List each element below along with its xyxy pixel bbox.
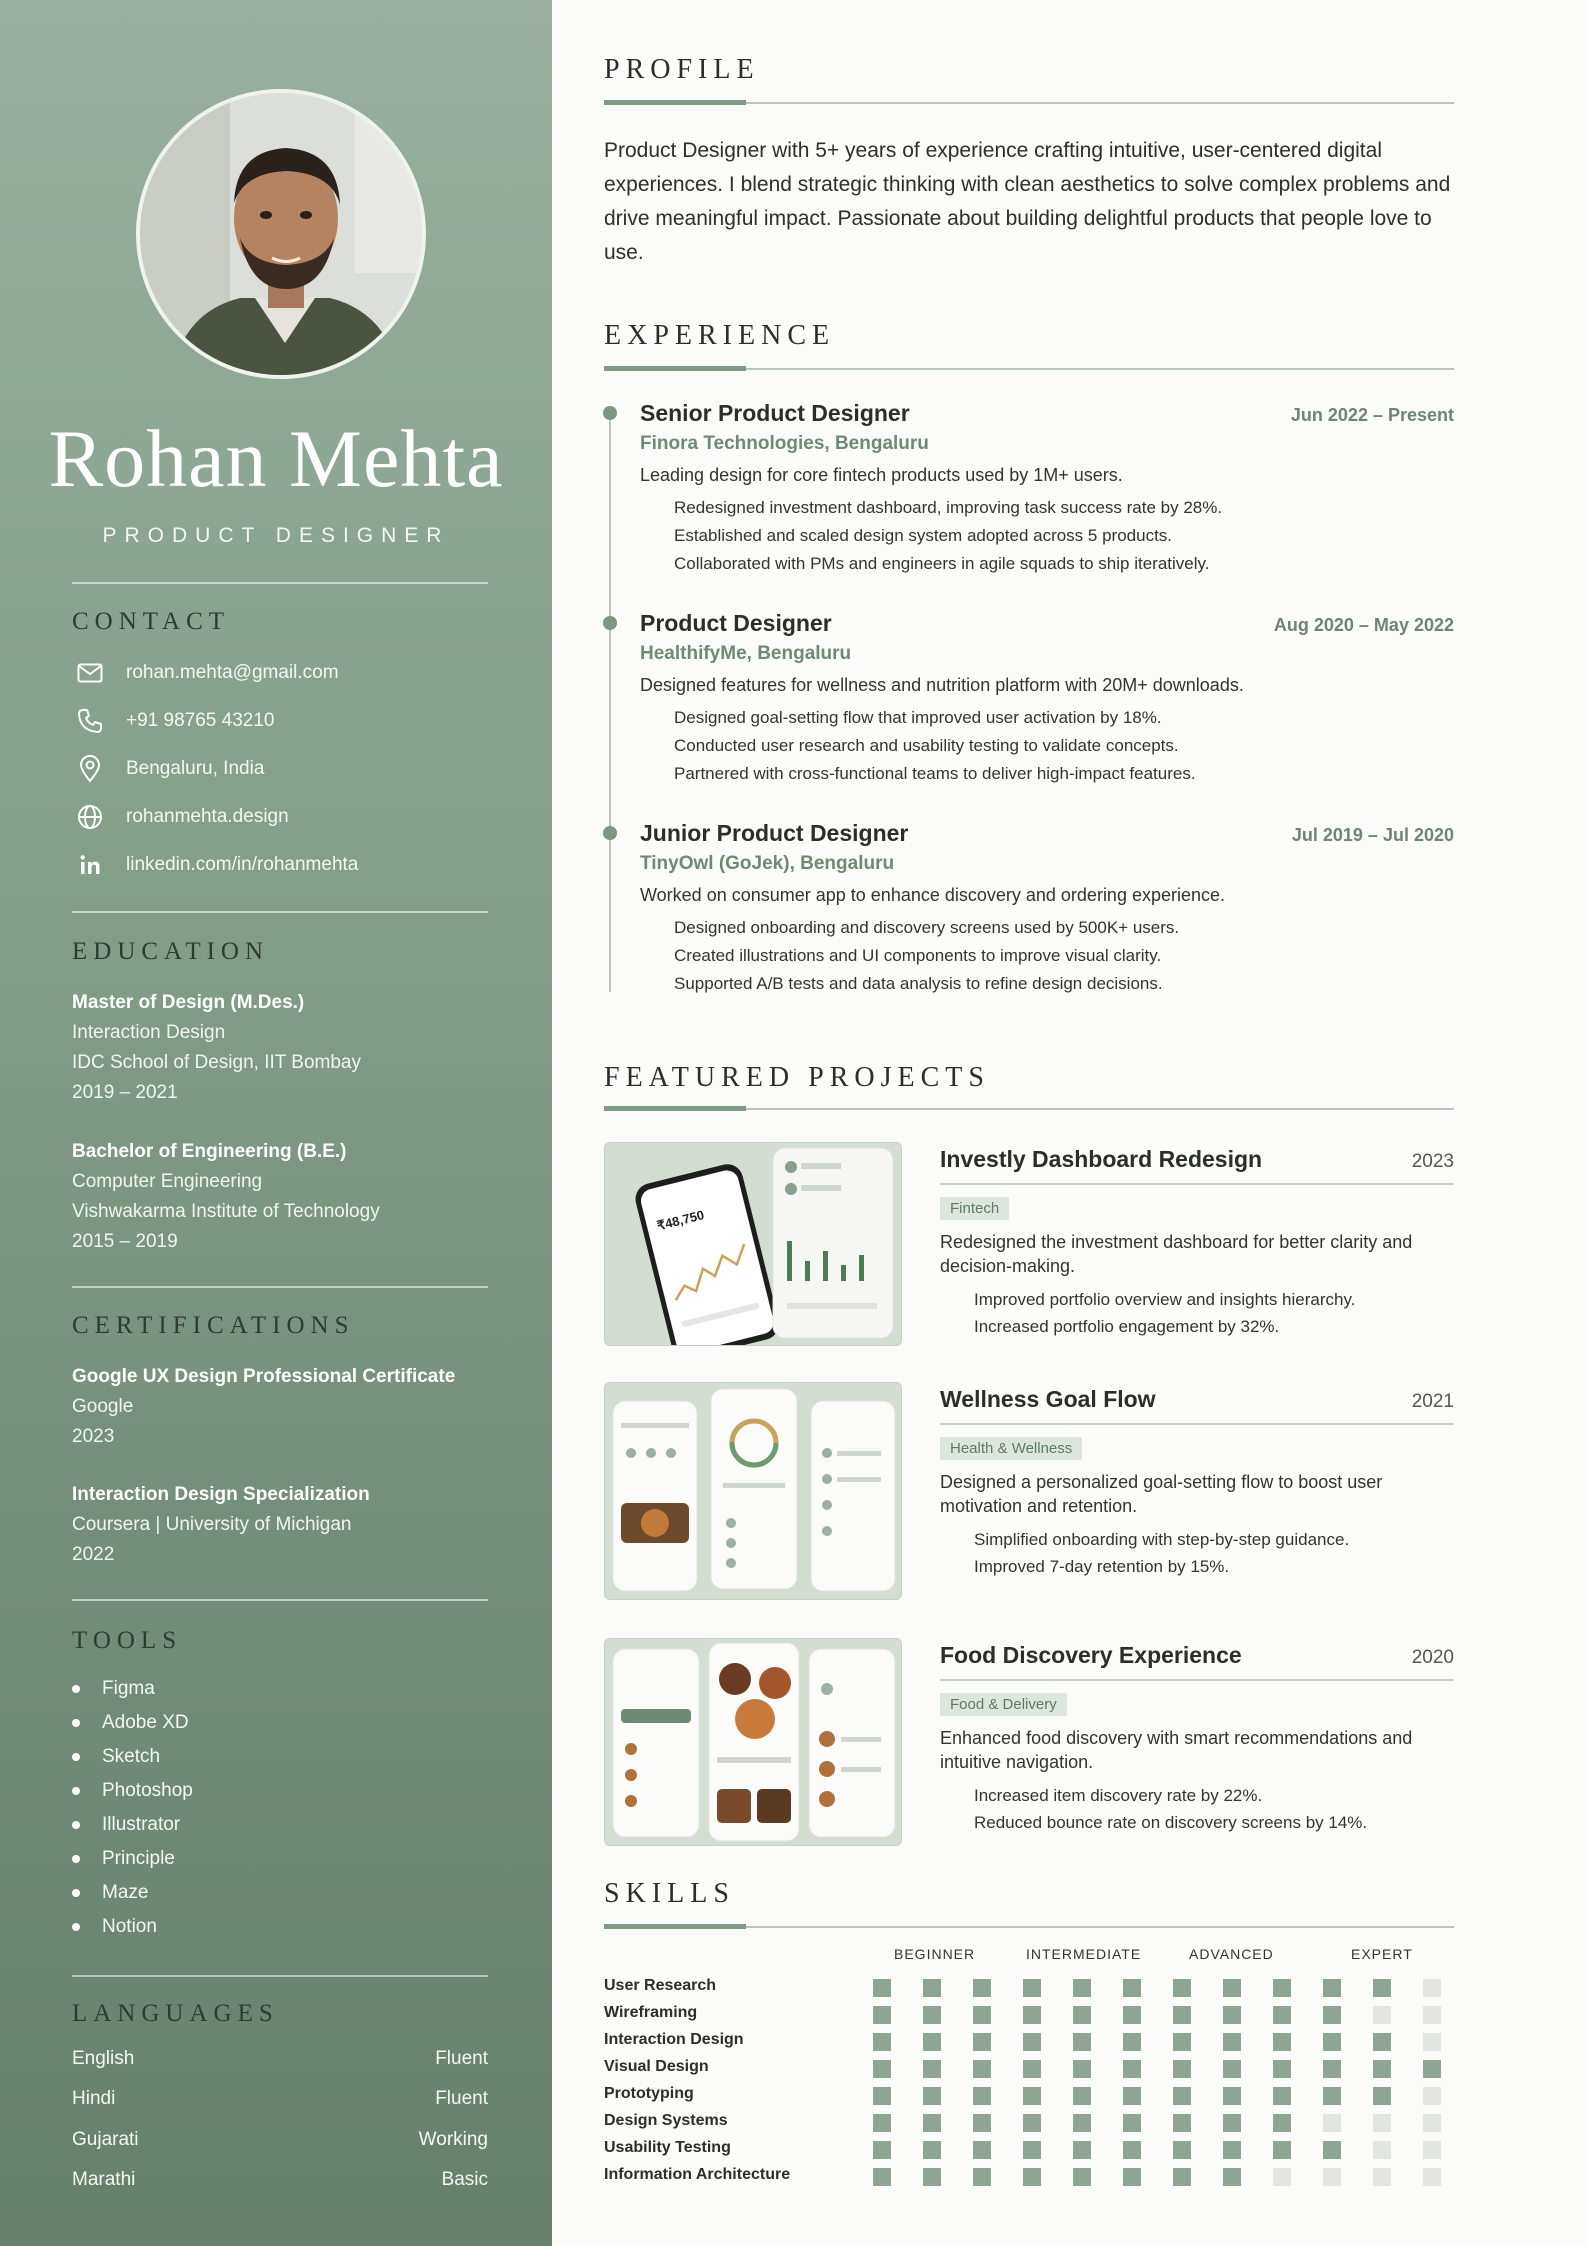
skill-name: User Research (604, 1977, 717, 1994)
divider (72, 1286, 488, 1288)
divider (72, 1599, 488, 1601)
skill-square-filled (973, 1979, 991, 1997)
skill-square-empty (1373, 2168, 1391, 2186)
section-rule (604, 1926, 1454, 1928)
tool-item: Figma (72, 1672, 193, 1706)
skill-square-filled (1023, 1979, 1041, 1997)
skill-square-filled (1423, 2060, 1441, 2078)
skill-square-filled (1323, 2033, 1341, 2051)
job-dates: Jul 2019 – Jul 2020 (1291, 825, 1454, 845)
skill-square-filled (1023, 2087, 1041, 2105)
skill-square-filled (873, 2168, 891, 2186)
location-pin-icon (72, 751, 108, 787)
skill-square-filled (1273, 2060, 1291, 2078)
project-entry (940, 1386, 1454, 1580)
job-company: TinyOwl (GoJek), Bengaluru (640, 853, 895, 874)
phone-icon (72, 703, 108, 739)
project-description: Enhanced food discovery with smart recommendations and intuitive navigation. (940, 1728, 1413, 1772)
skill-square-filled (1273, 2087, 1291, 2105)
contact-heading: CONTACT (72, 608, 231, 635)
skill-level-expert: EXPERT (1351, 1946, 1413, 1962)
list-item: Simplified onboarding with step-by-step guidance. (974, 1530, 1350, 1549)
cert-year: 2023 (72, 1426, 115, 1447)
job-entry (640, 400, 1454, 578)
skill-square-filled (1123, 2114, 1141, 2132)
project-bullets (940, 1526, 1454, 1580)
tool-item: Adobe XD (72, 1706, 193, 1740)
skill-name: Usability Testing (604, 2139, 731, 2156)
skill-square-filled (923, 2006, 941, 2024)
skill-square-filled (973, 2114, 991, 2132)
bullet-icon (72, 1855, 80, 1863)
skill-square-filled (1073, 2114, 1091, 2132)
skill-square-filled (1123, 2168, 1141, 2186)
skill-square-filled (1273, 2033, 1291, 2051)
skill-square-empty (1423, 2168, 1441, 2186)
skill-square-filled (1223, 2141, 1241, 2159)
skill-square-filled (1073, 2033, 1091, 2051)
language-level: Fluent (435, 2048, 488, 2069)
skill-level-beginner: BEGINNER (894, 1946, 976, 1962)
list-item: Designed onboarding and discovery screens used by 500K+ users. (674, 918, 1180, 937)
skill-square-filled (1173, 1979, 1191, 1997)
project-year: 2023 (1411, 1151, 1454, 1172)
job-bullets (640, 704, 1454, 788)
skill-square-filled (1173, 2168, 1191, 2186)
cert-year: 2022 (72, 1544, 115, 1565)
languages-heading: LANGUAGES (72, 2000, 279, 2027)
skill-square-filled (923, 2060, 941, 2078)
education-item (72, 988, 492, 1108)
job-entry (640, 820, 1454, 998)
skill-square-filled (1323, 2141, 1341, 2159)
cert-issuer: Google (72, 1396, 134, 1417)
sidebar (0, 0, 552, 2246)
skill-square-filled (873, 2087, 891, 2105)
skill-square-filled (1223, 2168, 1241, 2186)
certification-item (72, 1362, 492, 1452)
degree: Master of Design (M.Des.) (72, 992, 305, 1013)
project-thumbnail (604, 1382, 902, 1600)
list-item: Increased portfolio engagement by 32%. (974, 1317, 1280, 1336)
globe-icon (72, 799, 108, 835)
list-item: Designed goal-setting flow that improved user activation by 18%. (674, 708, 1162, 727)
degree: Bachelor of Engineering (B.E.) (72, 1141, 347, 1162)
skill-level-intermediate: INTERMEDIATE (1026, 1946, 1142, 1962)
cert-issuer: Coursera | University of Michigan (72, 1514, 352, 1535)
list-item: Collaborated with PMs and engineers in agile squads to ship iteratively. (674, 554, 1210, 573)
job-dates: Aug 2020 – May 2022 (1273, 615, 1454, 635)
job-description: Designed features for wellness and nutrition platform with 20M+ downloads. (640, 675, 1244, 695)
project-tag: Health & Wellness (940, 1437, 1082, 1460)
projects-heading: FEATURED PROJECTS (604, 1062, 990, 1093)
skill-square-empty (1423, 2006, 1441, 2024)
section-rule (604, 1108, 1454, 1110)
tools-list (72, 1672, 193, 1944)
list-item: Improved 7-day retention by 15%. (974, 1557, 1230, 1576)
bullet-icon (72, 1753, 80, 1761)
bullet-icon (72, 1719, 80, 1727)
contact-phone[interactable] (72, 703, 274, 739)
skill-square-filled (1023, 2114, 1041, 2132)
school: IDC School of Design, IIT Bombay (72, 1052, 361, 1073)
project-thumbnail (604, 1638, 902, 1846)
skill-square-filled (973, 2141, 991, 2159)
skill-square-filled (1373, 2060, 1391, 2078)
education-heading: EDUCATION (72, 938, 270, 965)
cert-name: Interaction Design Specialization (72, 1484, 370, 1505)
skill-square-empty (1373, 2006, 1391, 2024)
contact-linkedin[interactable] (72, 847, 358, 883)
skill-square-filled (1023, 2033, 1041, 2051)
language-row (72, 2129, 488, 2151)
bullet-icon (72, 1821, 80, 1829)
language-row (72, 2169, 488, 2191)
skill-square-filled (1073, 2060, 1091, 2078)
skill-square-filled (1073, 2006, 1091, 2024)
skill-square-filled (1223, 2114, 1241, 2132)
project-entry (940, 1146, 1454, 1340)
skill-square-empty (1423, 2114, 1441, 2132)
project-year: 2020 (1411, 1647, 1454, 1668)
skill-square-filled (923, 2168, 941, 2186)
skill-square-filled (1073, 2087, 1091, 2105)
skill-square-filled (1173, 2087, 1191, 2105)
job-title: Product Designer (640, 610, 832, 636)
skill-square-filled (1373, 2033, 1391, 2051)
skill-square-filled (923, 2114, 941, 2132)
tool-item: Illustrator (72, 1808, 193, 1842)
project-bullets (940, 1286, 1454, 1340)
skill-square-empty (1423, 2141, 1441, 2159)
job-bullets (640, 494, 1454, 578)
location-text: Bengaluru, India (126, 758, 265, 779)
section-rule (604, 368, 1454, 370)
skill-name: Interaction Design (604, 2031, 744, 2048)
skill-square-filled (873, 2141, 891, 2159)
skill-square-filled (1123, 1979, 1141, 1997)
divider (72, 1975, 488, 1977)
skill-square-filled (1123, 2087, 1141, 2105)
section-rule (604, 102, 1454, 104)
job-entry (640, 610, 1454, 788)
tool-item: Notion (72, 1910, 193, 1944)
skill-square-filled (873, 2033, 891, 2051)
skill-square-filled (923, 2141, 941, 2159)
skill-square-filled (1273, 2114, 1291, 2132)
mock-value: ₹48,750 (655, 1207, 706, 1234)
skill-name: Information Architecture (604, 2166, 791, 2183)
skill-square-filled (973, 2033, 991, 2051)
profile-heading: PROFILE (604, 54, 760, 85)
skill-square-filled (873, 1979, 891, 1997)
skill-square-filled (1323, 2087, 1341, 2105)
skill-square-filled (1023, 2141, 1041, 2159)
candidate-name: Rohan Mehta (48, 413, 504, 504)
skill-square-filled (973, 2087, 991, 2105)
language-level: Working (418, 2129, 488, 2150)
project-thumbnail (604, 1142, 902, 1346)
skill-square-empty (1373, 2114, 1391, 2132)
field: Computer Engineering (72, 1171, 263, 1192)
skill-square-filled (1273, 1979, 1291, 1997)
contact-website[interactable] (72, 799, 289, 835)
skill-square-filled (1123, 2033, 1141, 2051)
skill-square-filled (1173, 2006, 1191, 2024)
skill-name: Visual Design (604, 2058, 709, 2075)
job-description: Leading design for core fintech products used by 1M+ users. (640, 465, 1123, 485)
certification-item (72, 1480, 492, 1570)
project-title: Investly Dashboard Redesign (940, 1146, 1263, 1172)
cert-name: Google UX Design Professional Certificate (72, 1366, 456, 1387)
skill-square-filled (1173, 2141, 1191, 2159)
job-description: Worked on consumer app to enhance discovery and ordering experience. (640, 885, 1226, 905)
language-row (72, 2048, 488, 2070)
skill-square-filled (1123, 2060, 1141, 2078)
job-bullets (640, 914, 1454, 998)
school: Vishwakarma Institute of Technology (72, 1201, 380, 1222)
skill-square-empty (1323, 2168, 1341, 2186)
skill-square-empty (1373, 2141, 1391, 2159)
skill-square-filled (973, 2006, 991, 2024)
skill-square-filled (1073, 2168, 1091, 2186)
skill-square-filled (873, 2006, 891, 2024)
tool-item: Sketch (72, 1740, 193, 1774)
skill-name: Wireframing (604, 2004, 698, 2021)
skill-square-filled (923, 2033, 941, 2051)
list-item: Supported A/B tests and data analysis to refine design decisions. (674, 974, 1163, 993)
language-name: Hindi (72, 2088, 116, 2109)
years: 2019 – 2021 (72, 1082, 178, 1103)
project-title: Wellness Goal Flow (940, 1386, 1156, 1412)
list-item: Partnered with cross-functional teams to deliver high-impact features. (674, 764, 1196, 783)
skill-square-filled (1023, 2168, 1041, 2186)
phone-text: +91 98765 43210 (126, 710, 275, 731)
bullet-icon (72, 1889, 80, 1897)
skill-square-filled (1223, 1979, 1241, 1997)
skill-square-filled (873, 2114, 891, 2132)
skill-square-filled (1373, 2087, 1391, 2105)
skill-square-filled (973, 2168, 991, 2186)
skill-square-filled (1223, 2006, 1241, 2024)
divider (72, 582, 488, 584)
job-dates: Jun 2022 – Present (1290, 405, 1454, 425)
website-text: rohanmehta.design (126, 806, 289, 827)
certifications-heading: CERTIFICATIONS (72, 1312, 355, 1339)
skill-square-filled (1023, 2060, 1041, 2078)
skill-square-filled (1323, 2006, 1341, 2024)
years: 2015 – 2019 (72, 1231, 178, 1252)
list-item: Increased item discovery rate by 22%. (974, 1786, 1263, 1805)
project-entry (940, 1642, 1454, 1836)
skill-square-filled (1073, 1979, 1091, 1997)
list-item: Improved portfolio overview and insights hierarchy. (974, 1290, 1356, 1309)
timeline-line (609, 412, 611, 992)
skill-square-filled (1123, 2006, 1141, 2024)
skill-square-empty (1273, 2168, 1291, 2186)
skill-square-filled (1123, 2141, 1141, 2159)
tool-item: Photoshop (72, 1774, 193, 1808)
skill-square-filled (1223, 2087, 1241, 2105)
skill-square-filled (1173, 2114, 1191, 2132)
candidate-role: PRODUCT DESIGNER (102, 524, 450, 547)
linkedin-text: linkedin.com/in/rohanmehta (126, 854, 359, 875)
tool-item: Principle (72, 1842, 193, 1876)
profile-photo (136, 89, 426, 379)
skill-square-filled (1373, 1979, 1391, 1997)
skill-square-filled (1073, 2141, 1091, 2159)
timeline-dot (603, 826, 617, 840)
skill-square-filled (1173, 2033, 1191, 2051)
timeline-dot (603, 406, 617, 420)
project-tag: Fintech (940, 1197, 1009, 1220)
skill-square-filled (923, 1979, 941, 1997)
bullet-icon (72, 1923, 80, 1931)
language-name: Marathi (72, 2169, 136, 2190)
list-item: Established and scaled design system adopted across 5 products. (674, 526, 1173, 545)
language-level: Fluent (435, 2088, 488, 2109)
job-title: Senior Product Designer (640, 400, 910, 426)
skill-square-filled (973, 2060, 991, 2078)
skill-square-empty (1423, 2087, 1441, 2105)
project-description: Designed a personalized goal-setting flow to boost user motivation and retention. (940, 1472, 1383, 1516)
email-text: rohan.mehta@gmail.com (126, 662, 339, 683)
list-item: Redesigned investment dashboard, improving task success rate by 28%. (674, 498, 1223, 517)
contact-email[interactable] (72, 655, 339, 691)
divider (72, 911, 488, 913)
project-title: Food Discovery Experience (940, 1642, 1242, 1668)
list-item: Reduced bounce rate on discovery screens by 14%. (974, 1813, 1368, 1832)
skill-square-filled (1023, 2006, 1041, 2024)
skill-square-filled (1273, 2141, 1291, 2159)
skill-square-filled (1223, 2060, 1241, 2078)
bullet-icon (72, 1787, 80, 1795)
job-title: Junior Product Designer (640, 820, 909, 846)
timeline-dot (603, 616, 617, 630)
tools-heading: TOOLS (72, 1627, 183, 1654)
language-name: English (72, 2048, 135, 2069)
project-bullets (940, 1782, 1454, 1836)
skills-heading: SKILLS (604, 1878, 735, 1909)
job-company: HealthifyMe, Bengaluru (640, 643, 852, 664)
experience-heading: EXPERIENCE (604, 320, 836, 351)
skill-square-empty (1423, 2033, 1441, 2051)
tool-item: Maze (72, 1876, 193, 1910)
skill-square-empty (1323, 2114, 1341, 2132)
skill-square-filled (923, 2087, 941, 2105)
skill-square-filled (1173, 2060, 1191, 2078)
language-level: Basic (441, 2169, 488, 2190)
project-year: 2021 (1411, 1391, 1454, 1412)
skill-square-filled (1323, 2060, 1341, 2078)
mail-icon (72, 655, 108, 691)
project-description: Redesigned the investment dashboard for better clarity and decision-making. (940, 1232, 1413, 1276)
skill-square-filled (1273, 2006, 1291, 2024)
skill-square-filled (1223, 2033, 1241, 2051)
project-tag: Food & Delivery (940, 1693, 1067, 1716)
skill-name: Design Systems (604, 2112, 728, 2129)
list-item: Created illustrations and UI components to improve visual clarity. (674, 946, 1162, 965)
education-item (72, 1137, 492, 1257)
skill-square-filled (1323, 1979, 1341, 1997)
language-row (72, 2088, 488, 2110)
skill-name: Prototyping (604, 2085, 694, 2102)
list-item: Conducted user research and usability testing to validate concepts. (674, 736, 1179, 755)
bullet-icon (72, 1685, 80, 1693)
profile-summary: Product Designer with 5+ years of experience crafting intuitive, user-centered digital experiences. I blend strategic thinking with clean aesthetics to solve complex problems and drive meaningful impact. Passionate about building delightful products that people love to use. (604, 139, 1451, 264)
linkedin-icon (72, 847, 108, 883)
field: Interaction Design (72, 1022, 226, 1043)
skill-square-filled (873, 2060, 891, 2078)
contact-location (72, 751, 264, 787)
skill-level-advanced: ADVANCED (1189, 1946, 1274, 1962)
job-company: Finora Technologies, Bengaluru (640, 433, 929, 454)
language-name: Gujarati (72, 2129, 139, 2150)
skill-square-empty (1423, 1979, 1441, 1997)
